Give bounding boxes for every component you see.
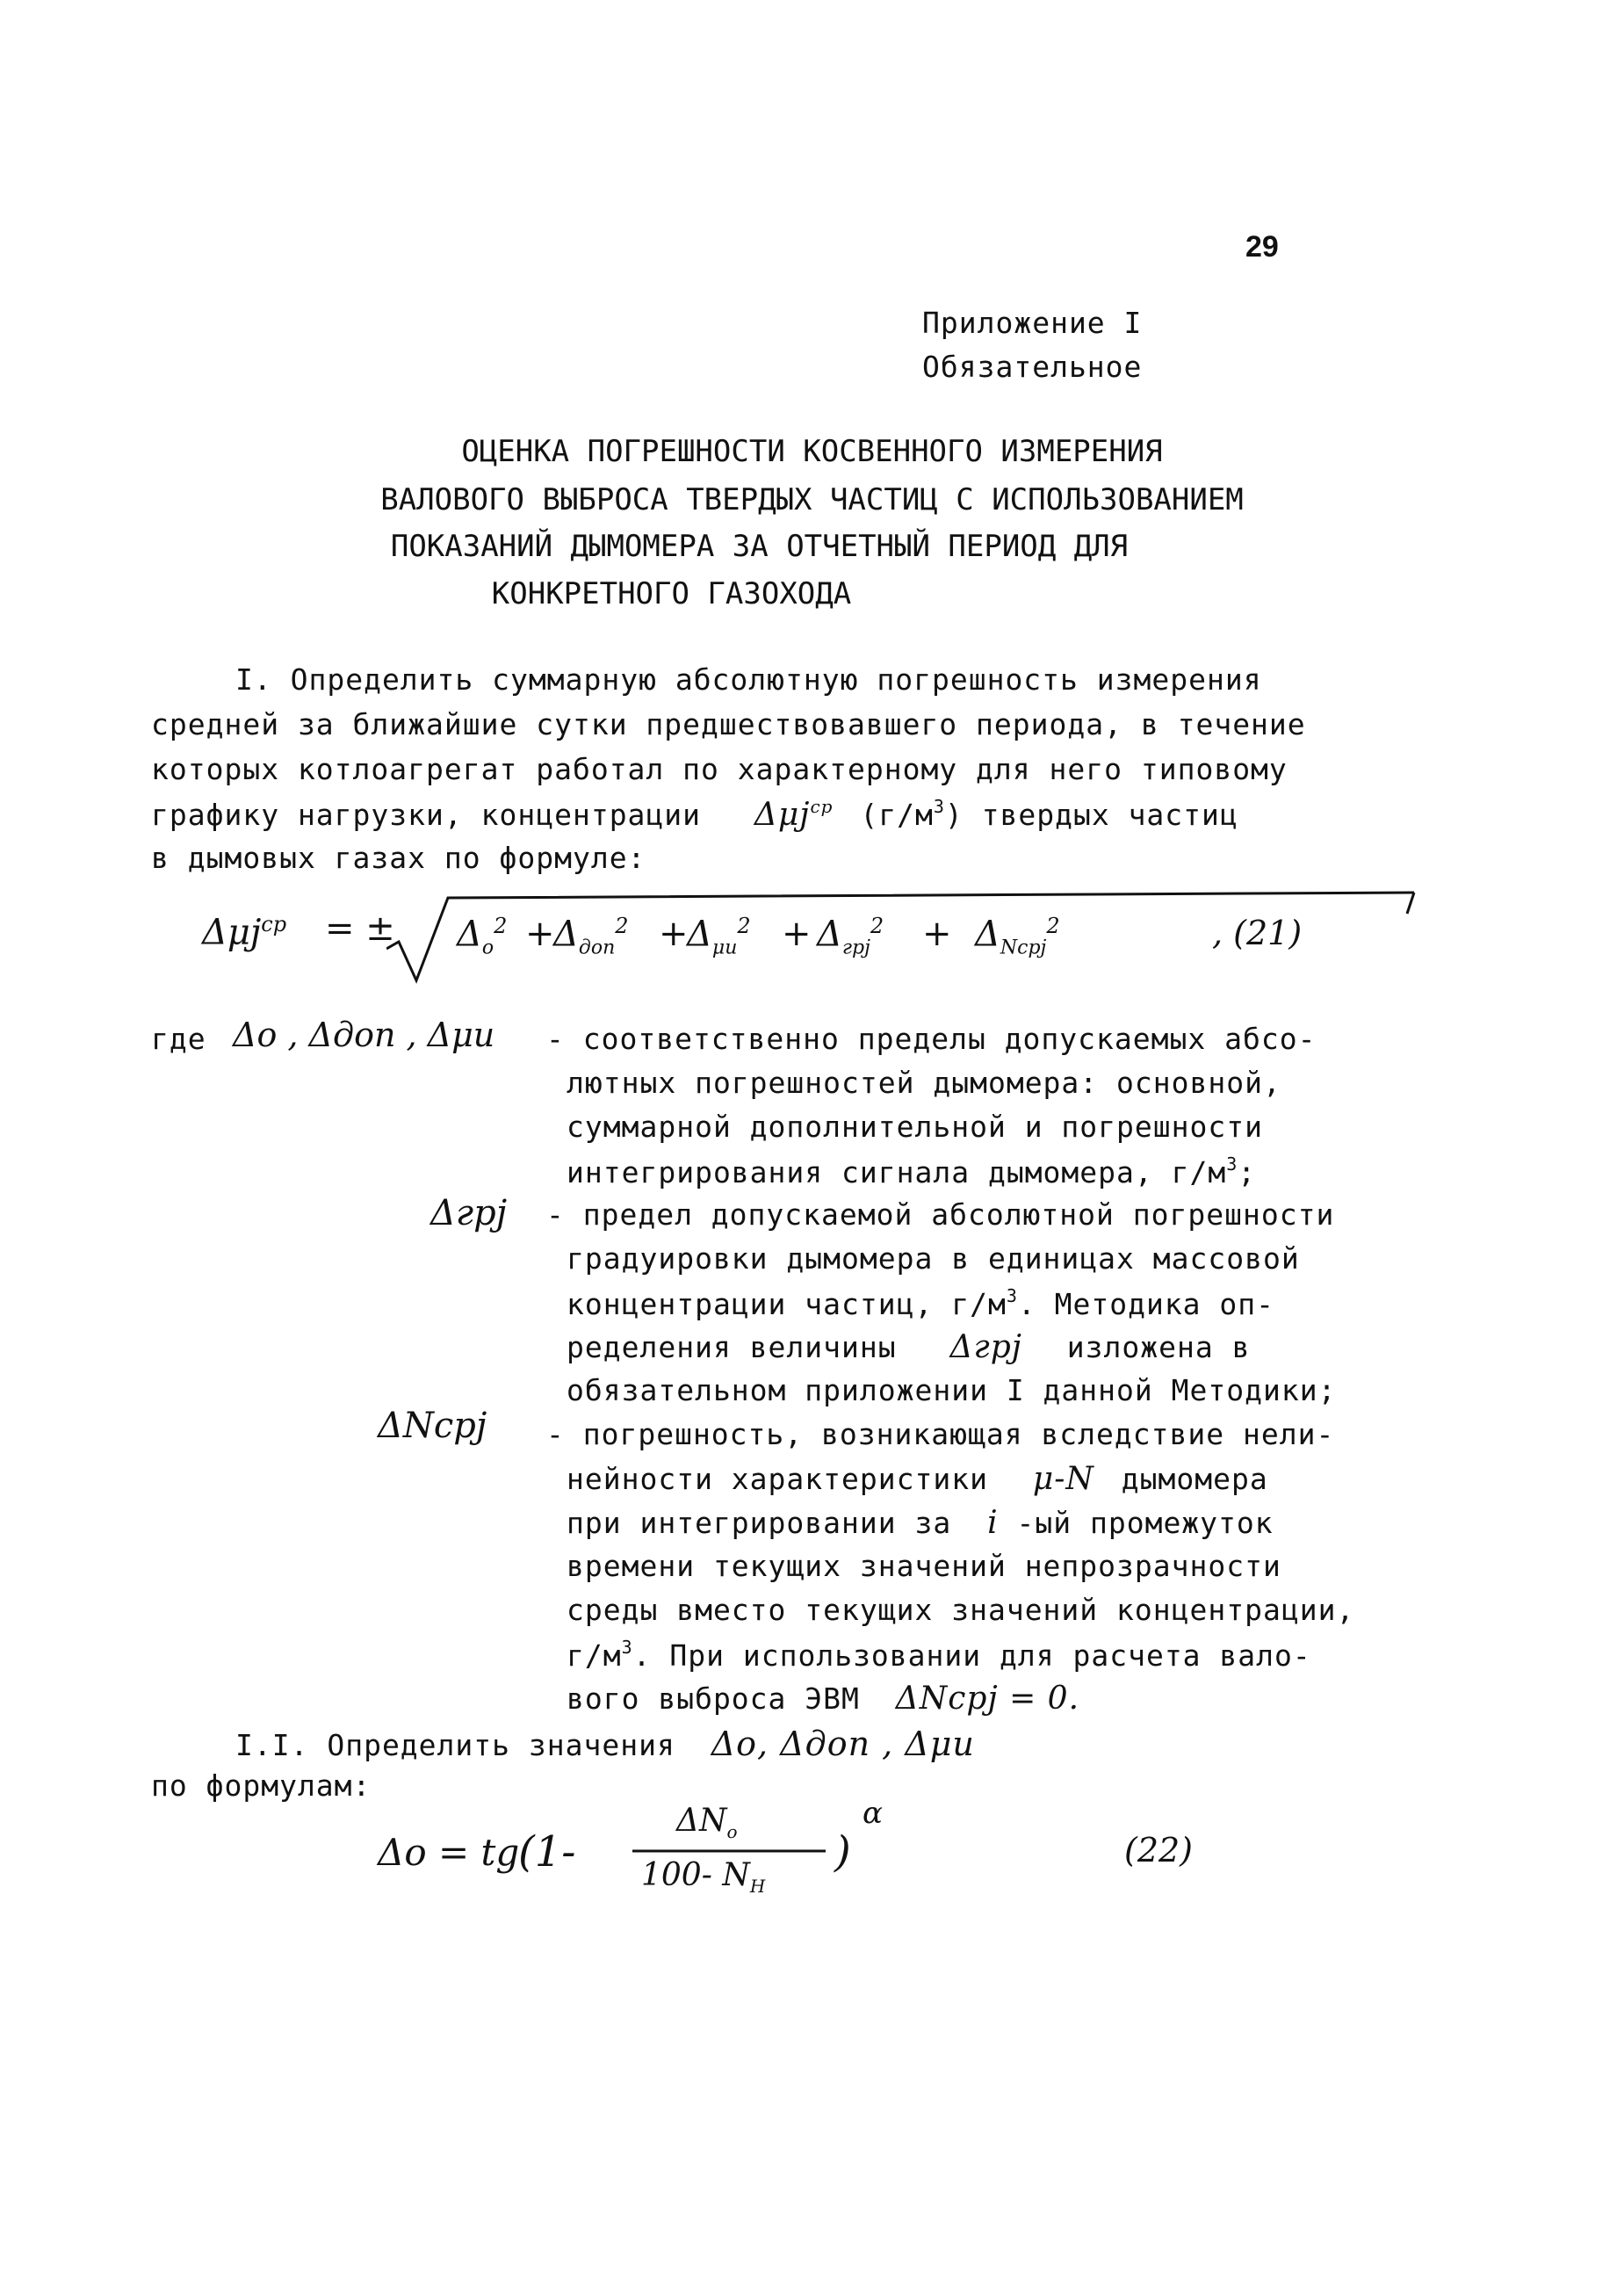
para1-line-4-text: графику нагрузки, концентрации (151, 798, 702, 832)
fraction-bar (632, 1848, 826, 1854)
symbol-graduation-error-inline: Δгрj (949, 1329, 1022, 1365)
formula-22-numerator: $\Delta N_o$ (676, 1803, 738, 1843)
definition-1-line-1: - соответственно пределы допускаемых абсо- (546, 1022, 1317, 1056)
formula-22-denominator: 100- $N_H$ (641, 1857, 766, 1898)
concentration-error-symbol: Δμj$^{ср}$ (754, 796, 834, 833)
symbols-group-1: Δo , Δдоп , Δμu (233, 1016, 495, 1054)
definition-1-line-3: суммарной дополнительной и погрешности (567, 1110, 1263, 1144)
definition-1-line-2: лютных погрешностей дымомера: основной, (567, 1066, 1281, 1100)
formula-21-equals: = ± (325, 908, 395, 949)
formula-22-paren-close: ) (834, 1827, 851, 1876)
definition-3-line-1: - погрешность, возникающая вследствие нели- (546, 1417, 1335, 1451)
para1-line-5: в дымовых газах по формуле: (151, 841, 646, 875)
formula-21-plus-1: + (525, 914, 555, 954)
formula-22-paren-open: (1- (518, 1827, 576, 1876)
para1-line-3: которых котлоагрегат работал по характерному для него типовому (151, 752, 1288, 786)
para1-line-4 (151, 796, 1238, 833)
formula-21-plus-3: + (782, 914, 812, 954)
appendix-label: Приложение I (922, 306, 1143, 340)
title-line-4: КОНКРЕТНОГО ГАЗОХОДА (491, 576, 852, 611)
definition-3-line-3: при интегрировании за i -ый промежуток (567, 1505, 1274, 1541)
definition-2-line-3: концентрации частиц, $г/м^3$. Методика оп- (567, 1285, 1275, 1321)
page-number: 29 (1245, 230, 1279, 264)
symbol-nonlinearity-zero: ΔNсрj = 0. (895, 1681, 1080, 1717)
formula-21-term-1: $\Delta_o^2$ (457, 914, 508, 959)
symbols-group-2: Δo, Δдоп , Δμu (711, 1725, 975, 1763)
formula-21-plus-2: + (659, 914, 689, 954)
formula-21-term-4: $\Delta_{грj}^2$ (817, 914, 884, 959)
formula-21-lhs: Δμj$^{ср}$ (202, 912, 287, 953)
formula-21-number: , (21) (1212, 914, 1303, 952)
formula-21 (202, 887, 1344, 984)
formula-21-term-2: $\Delta_{доп}^2$ (553, 914, 629, 959)
definition-2-line-2: градуировки дымомера в единицах массовой (567, 1241, 1300, 1276)
para2-line-1: I.I. Определить значения Δo, Δдоп , Δμu (235, 1725, 975, 1763)
appendix-status: Обязательное (922, 350, 1143, 384)
formula-22 (378, 1792, 1256, 1915)
title-line-1: ОЦЕНКА ПОГРЕШНОСТИ КОСВЕННОГО ИЗМЕРЕНИЯ (461, 434, 1163, 469)
symbol-mu-n: μ-N (1032, 1461, 1094, 1497)
definition-3-line-5: среды вместо текущих значений концентрации, (567, 1593, 1355, 1627)
definition-3-line-7: вого выброса ЭВМ ΔNсрj = 0. (567, 1681, 1080, 1717)
title-line-2: ВАЛОВОГО ВЫБРОСА ТВЕРДЫХ ЧАСТИЦ С ИСПОЛЬЗОВАНИЕМ (380, 482, 1244, 517)
unit-gm3: $(г/м^3)$ твердых частиц (860, 796, 1238, 832)
formula-21-plus-4: + (922, 914, 952, 954)
formula-22-lhs: Δo = tg (378, 1831, 520, 1874)
symbol-nonlinearity-error: ΔNсрj (378, 1406, 487, 1446)
definition-2-line-5: обязательном приложении I данной Методики; (567, 1373, 1337, 1407)
definition-1-line-4: интегрирования сигнала дымомера, $г/м^3$; (567, 1153, 1257, 1190)
formula-22-exponent: α (863, 1796, 883, 1831)
symbol-graduation-error: Δгрj (430, 1193, 508, 1233)
para1-line-2: средней за ближайшие сутки предшествовавшего периода, в течение (151, 707, 1306, 741)
definition-2-line-1: - предел допускаемой абсолютной погрешности (546, 1197, 1335, 1232)
formula-21-term-5: $\Delta_{Nсрj}^2$ (975, 914, 1060, 959)
formula-21-term-3: $\Delta_{\mu u}^2$ (687, 914, 751, 959)
title-line-3: ПОКАЗАНИЙ ДЫМОМЕРА ЗА ОТЧЕТНЫЙ ПЕРИОД ДЛЯ (390, 529, 1129, 564)
formula-22-number: (22) (1124, 1831, 1194, 1869)
definition-3-line-2: нейности характеристики μ-N дымомера (567, 1461, 1268, 1497)
symbol-i: i (987, 1505, 999, 1541)
definition-3-line-6: $г/м^3$. При использовании для расчета вало- (567, 1637, 1311, 1673)
para2-line-2: по формулам: (151, 1768, 372, 1803)
definition-3-line-4: времени текущих значений непрозрачности (567, 1549, 1281, 1583)
where-label: где (151, 1022, 206, 1056)
para1-line-1: I. Определить суммарную абсолютную погрешность измерения (235, 662, 1262, 697)
definition-2-line-4: ределения величины Δгрj изложена в (567, 1329, 1251, 1365)
